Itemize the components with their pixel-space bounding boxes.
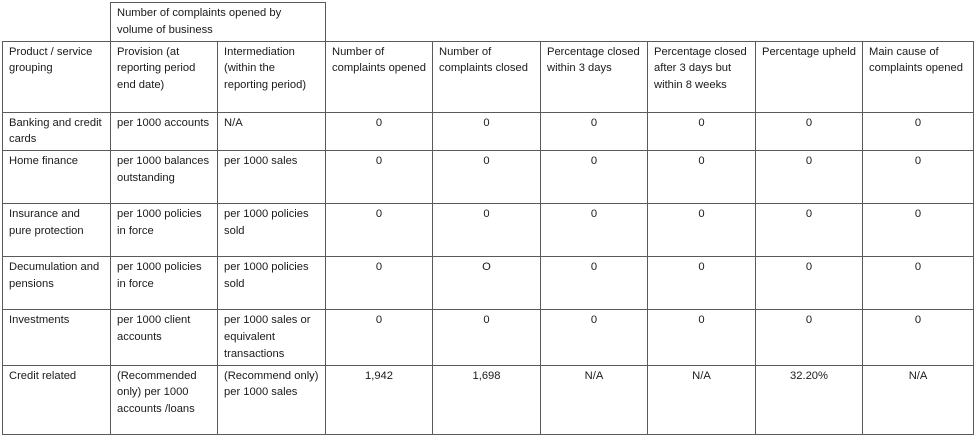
pct8-cell: 0 [648, 310, 756, 365]
col-header-product: Product / service grouping [3, 41, 111, 112]
col-header-intermediation: Intermediation (within the reporting period) [218, 41, 326, 112]
pct8-cell: N/A [648, 365, 756, 434]
product-cell: Banking and credit cards [3, 112, 111, 151]
cause-cell: 0 [863, 112, 974, 151]
intermediation-cell: N/A [218, 112, 326, 151]
provision-cell: (Recommended only) per 1000 accounts /loans [111, 365, 218, 434]
table-row [3, 257, 974, 310]
provision-cell: per 1000 balances outstanding [111, 151, 218, 204]
cause-cell: 0 [863, 151, 974, 204]
top-header-row [3, 3, 974, 42]
opened-cell: 1,942 [326, 365, 433, 434]
pct3-cell: N/A [541, 365, 648, 434]
pct8-cell: 0 [648, 112, 756, 151]
header-blank [326, 3, 974, 42]
pct8-cell: 0 [648, 204, 756, 257]
upheld-cell: 0 [756, 310, 863, 365]
pct8-cell: 0 [648, 151, 756, 204]
pct8-cell: 0 [648, 257, 756, 310]
closed-cell: O [433, 257, 541, 310]
closed-cell: 0 [433, 310, 541, 365]
product-cell: Decumulation and pensions [3, 257, 111, 310]
product-cell: Credit related [3, 365, 111, 434]
closed-cell: 0 [433, 112, 541, 151]
col-header-opened: Number of complaints opened [326, 41, 433, 112]
opened-cell: 0 [326, 112, 433, 151]
pct3-cell: 0 [541, 112, 648, 151]
provision-cell: per 1000 accounts [111, 112, 218, 151]
table-row [3, 310, 974, 365]
upheld-cell: 0 [756, 112, 863, 151]
pct3-cell: 0 [541, 204, 648, 257]
volume-of-business-header: Number of complaints opened by volume of business [111, 3, 326, 42]
col-header-cause: Main cause of complaints opened [863, 41, 974, 112]
upheld-cell: 0 [756, 151, 863, 204]
intermediation-cell: (Recommend only) per 1000 sales [218, 365, 326, 434]
col-header-closed: Number of complaints closed [433, 41, 541, 112]
intermediation-cell: per 1000 sales [218, 151, 326, 204]
opened-cell: 0 [326, 257, 433, 310]
upheld-cell: 0 [756, 257, 863, 310]
intermediation-cell: per 1000 policies sold [218, 204, 326, 257]
opened-cell: 0 [326, 204, 433, 257]
table-row [3, 112, 974, 151]
provision-cell: per 1000 client accounts [111, 310, 218, 365]
cause-cell: 0 [863, 204, 974, 257]
closed-cell: 0 [433, 151, 541, 204]
opened-cell: 0 [326, 310, 433, 365]
product-cell: Investments [3, 310, 111, 365]
corner-blank [3, 3, 111, 42]
pct3-cell: 0 [541, 257, 648, 310]
upheld-cell: 32.20% [756, 365, 863, 434]
provision-cell: per 1000 policies in force [111, 257, 218, 310]
col-header-pct8: Percentage closed after 3 days but within 8 weeks [648, 41, 756, 112]
pct3-cell: 0 [541, 151, 648, 204]
opened-cell: 0 [326, 151, 433, 204]
product-cell: Insurance and pure protection [3, 204, 111, 257]
cause-cell: N/A [863, 365, 974, 434]
table-row [3, 204, 974, 257]
col-header-upheld: Percentage upheld [756, 41, 863, 112]
closed-cell: 1,698 [433, 365, 541, 434]
col-header-pct3: Percentage closed within 3 days [541, 41, 648, 112]
cause-cell: 0 [863, 310, 974, 365]
provision-cell: per 1000 policies in force [111, 204, 218, 257]
table-row [3, 151, 974, 204]
closed-cell: 0 [433, 204, 541, 257]
intermediation-cell: per 1000 policies sold [218, 257, 326, 310]
upheld-cell: 0 [756, 204, 863, 257]
col-header-provision: Provision (at reporting period end date) [111, 41, 218, 112]
column-header-row [3, 41, 974, 112]
complaints-table [2, 2, 974, 435]
product-cell: Home finance [3, 151, 111, 204]
intermediation-cell: per 1000 sales or equivalent transactions [218, 310, 326, 365]
cause-cell: 0 [863, 257, 974, 310]
pct3-cell: 0 [541, 310, 648, 365]
